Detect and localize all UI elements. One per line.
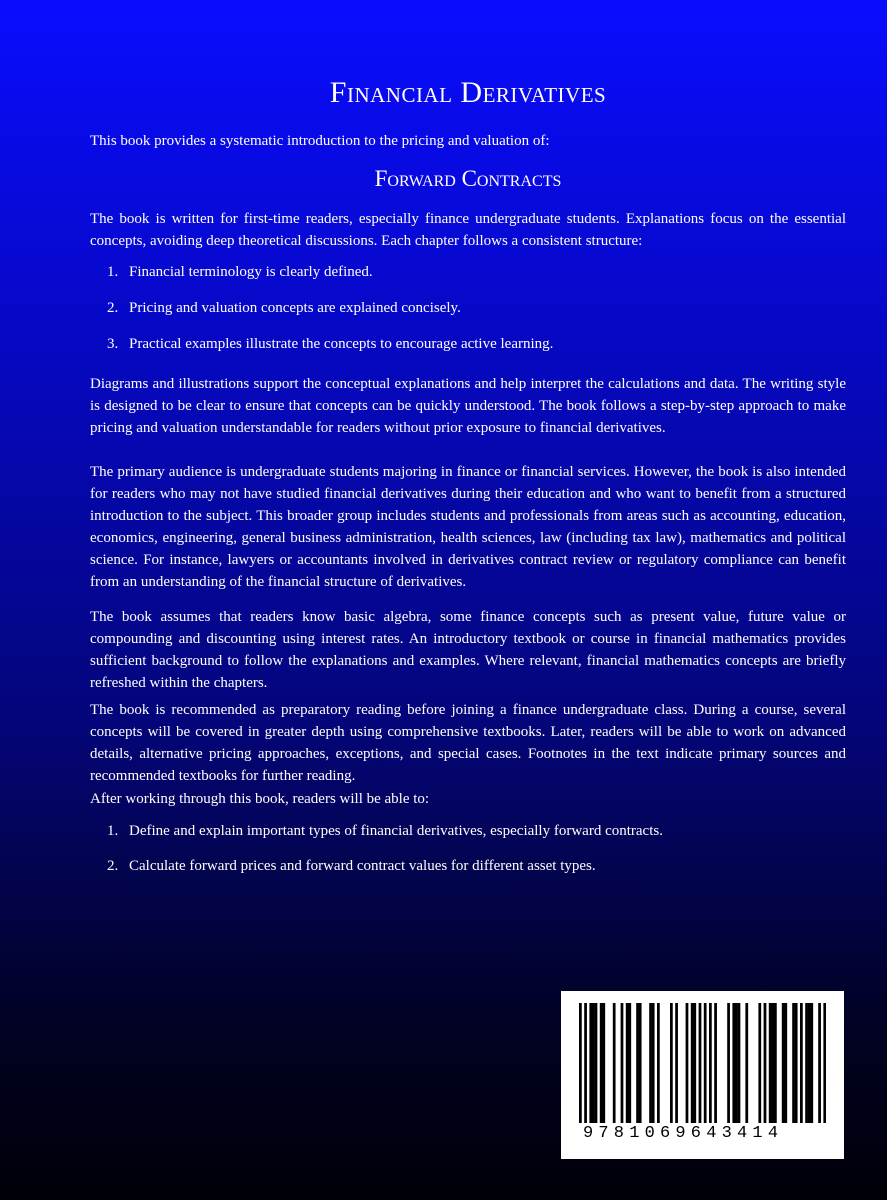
paragraph-recommendation: The book is recommended as preparatory reading before joining a finance undergraduate class. During a course, several concepts will be covered in greater depth using comprehensive textbooks. Later, readers will be able to work on advanced details, alternative pricing approaches, exceptions, and special cases. Footnotes in the text indicate primary sources and recommended textbooks for further reading.: [90, 702, 846, 784]
barcode-bar: [758, 1003, 761, 1123]
barcode-bar: [808, 1003, 811, 1123]
list-text: Practical examples illustrate the concepts to encourage active learning.: [129, 336, 554, 352]
barcode-bar: [699, 1003, 702, 1123]
book-subtitle: Forward Contracts: [374, 166, 562, 191]
paragraph-diagrams: Diagrams and illustrations support the conceptual explanations and help interpret the calculations and data. The writing style is designed to be clear to ensure that concepts can be quickly understood. The book follows a step-by-step approach to make pricing and valuation understandable for readers without prior exposure to financial derivatives.: [90, 376, 846, 436]
barcode-bar: [774, 1003, 777, 1123]
barcode-bar: [691, 1003, 694, 1123]
barcode-bar: [823, 1003, 826, 1123]
isbn-number: 9781069643414: [583, 1124, 784, 1143]
list-number: 1.: [107, 264, 119, 280]
paragraph-audience-structure: The book is written for first-time readers, especially finance undergraduate students. Explanations focus on the essential concepts, avoiding deep theoretical discussions. Each chapter follows a consistent structure:: [90, 211, 846, 249]
paragraph-outcomes-intro: After working through this book, readers will be able to:: [90, 791, 430, 807]
barcode-bar: [584, 1003, 587, 1123]
barcode-bar: [613, 1003, 616, 1123]
list-text: Calculate forward prices and forward contract values for different asset types.: [129, 858, 596, 874]
list-item: [107, 858, 596, 875]
barcode-bars: [579, 1003, 826, 1123]
barcode-bar: [714, 1003, 717, 1123]
barcode-bar: [693, 1003, 696, 1123]
barcode-bar: [709, 1003, 712, 1123]
intro-text: This book provides a systematic introduction to the pricing and valuation of:: [90, 133, 550, 149]
barcode-bar: [670, 1003, 673, 1123]
barcode-bar: [771, 1003, 774, 1123]
barcode-bar: [764, 1003, 767, 1123]
barcode-bar: [579, 1003, 582, 1123]
barcode-bar: [735, 1003, 738, 1123]
barcode-bar: [792, 1003, 795, 1123]
barcode-bar: [592, 1003, 595, 1123]
barcode-bar: [639, 1003, 642, 1123]
list-number: 2.: [107, 300, 119, 316]
barcode-bar: [602, 1003, 605, 1123]
barcode-bar: [818, 1003, 821, 1123]
paragraph-prerequisites: The book assumes that readers know basic algebra, some finance concepts such as present value, future value or compounding and discounting using interest rates. An introductory textbook or course in financial mathematics provides sufficient background to follow the explanations and examples. Where relevant, financial mathematics concepts are briefly refreshed within the chapters.: [90, 609, 846, 691]
barcode-bar: [782, 1003, 785, 1123]
barcode-bar: [745, 1003, 748, 1123]
barcode-bar: [621, 1003, 624, 1123]
barcode-bar: [738, 1003, 741, 1123]
paragraph-primary-audience: The primary audience is undergraduate students majoring in finance or financial services. However, the book is also intended for readers who may not have studied financial derivatives during their education and who want to benefit from a structured introduction to the subject. This broader group includes students and professionals from areas such as accounting, education, economics, engineering, general business administration, health sciences, law (including tax law), mathematics and political science. For instance, lawyers or accountants involved in derivatives contract review or regulatory compliance can benefit from an understanding of the financial structure of derivatives.: [90, 464, 846, 590]
list-item: [107, 336, 553, 353]
list-number: 3.: [107, 336, 119, 352]
list-text: Pricing and valuation concepts are explained concisely.: [129, 300, 461, 316]
barcode-bar: [675, 1003, 678, 1123]
barcode-bar: [636, 1003, 639, 1123]
barcode-bar: [805, 1003, 808, 1123]
barcode-bar: [769, 1003, 772, 1123]
barcode-bar: [800, 1003, 803, 1123]
barcode-bar: [704, 1003, 707, 1123]
barcode-bar: [810, 1003, 813, 1123]
barcode-bar: [628, 1003, 631, 1123]
barcode-bar: [600, 1003, 603, 1123]
barcode-bar: [657, 1003, 660, 1123]
barcode-bar: [595, 1003, 598, 1123]
list-text: Financial terminology is clearly defined.: [129, 264, 373, 280]
barcode-bar: [589, 1003, 592, 1123]
barcode-bar: [784, 1003, 787, 1123]
list-text: Define and explain important types of financial derivatives, especially forward contracts.: [129, 823, 663, 839]
list-number: 2.: [107, 858, 119, 874]
barcode-bar: [686, 1003, 689, 1123]
list-item: [107, 300, 461, 317]
barcode-bar: [652, 1003, 655, 1123]
barcode-bar: [732, 1003, 735, 1123]
book-title: Financial Derivatives: [329, 76, 607, 109]
list-item: [107, 823, 663, 840]
isbn-barcode: [561, 991, 844, 1159]
barcode-bar: [649, 1003, 652, 1123]
list-number: 1.: [107, 823, 119, 839]
list-item: [107, 264, 373, 281]
barcode-bar: [626, 1003, 629, 1123]
barcode-bar: [727, 1003, 730, 1123]
barcode-bar: [795, 1003, 798, 1123]
